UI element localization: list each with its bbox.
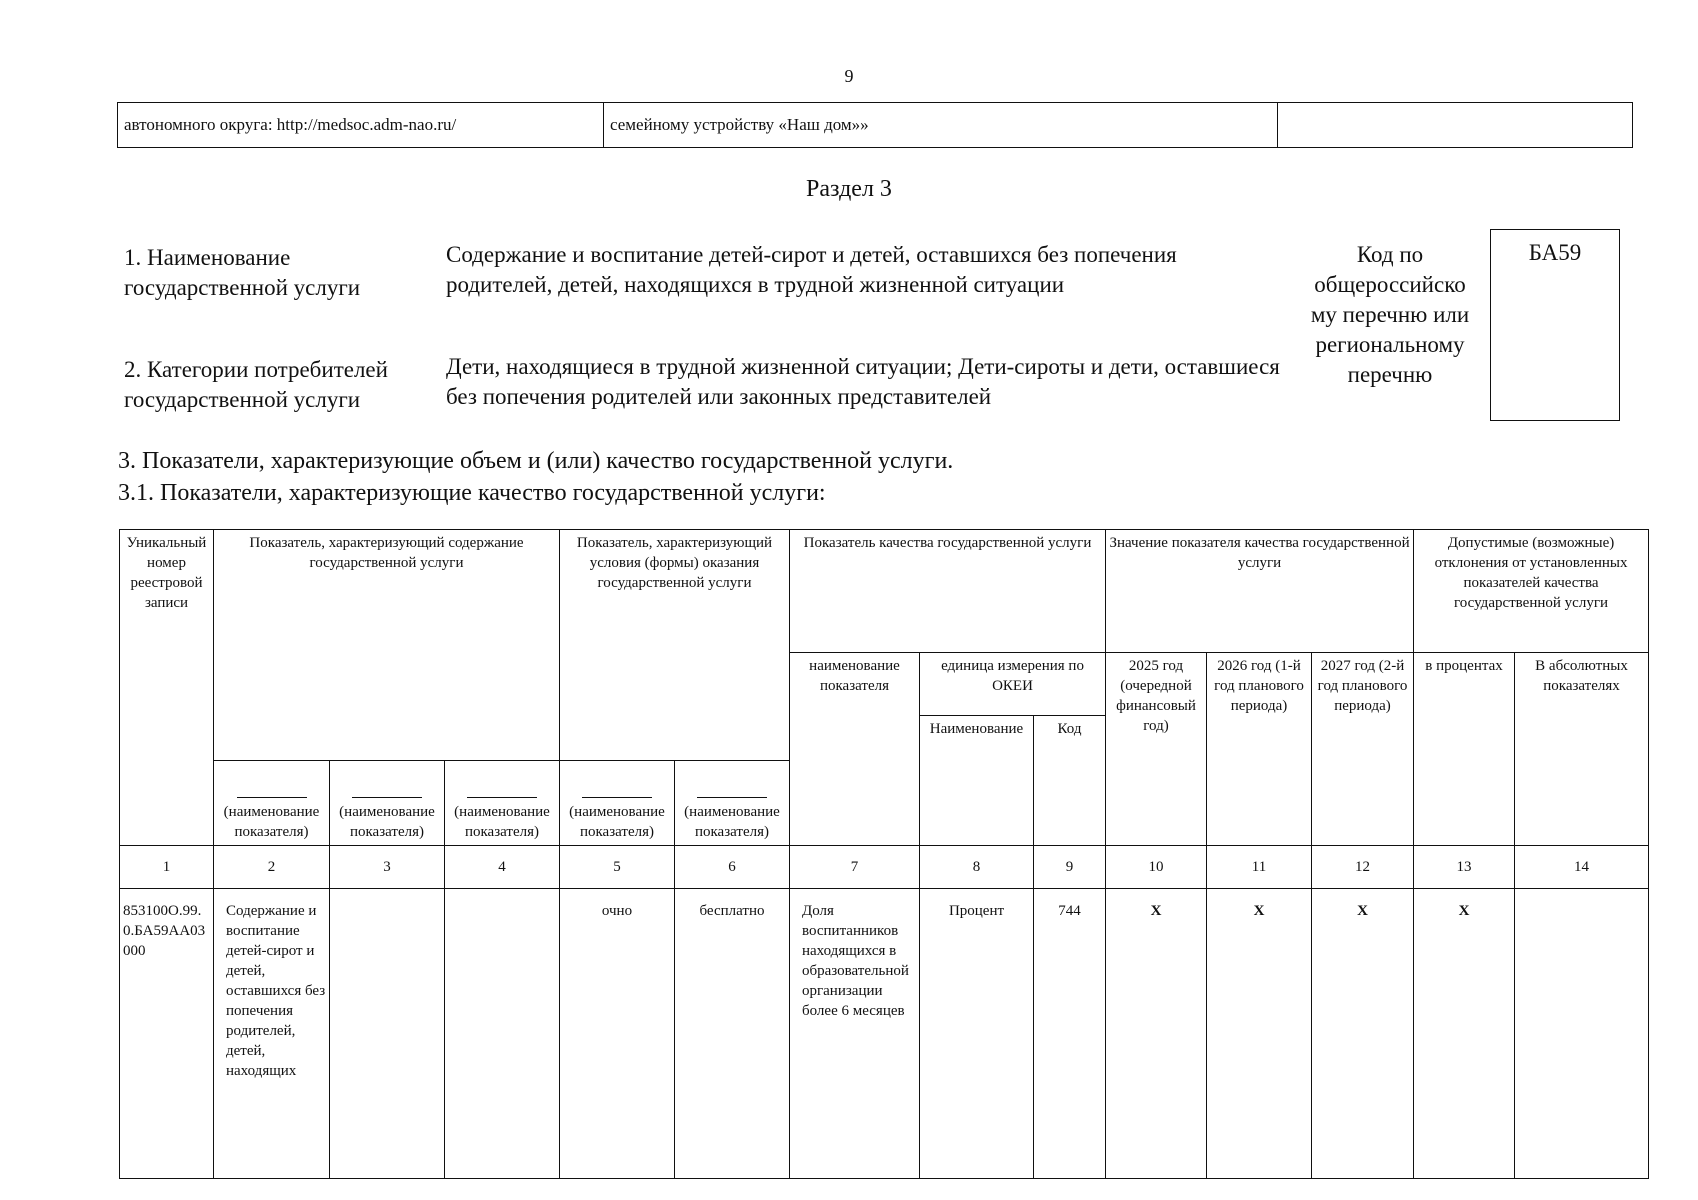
deviation-absolute — [1515, 889, 1649, 1179]
header-indicator-name: наименование показателя — [790, 653, 920, 846]
heading-3-1: 3.1. Показатели, характеризующие качество государственной услуги: — [118, 480, 826, 506]
column-number: 12 — [1312, 846, 1414, 889]
column-number: 9 — [1034, 846, 1106, 889]
content-indicator-2-value — [330, 889, 445, 1179]
column-number: 5 — [560, 846, 675, 889]
column-number: 10 — [1106, 846, 1207, 889]
consumer-category-label: 2. Категории потребителей государственной услуги — [124, 357, 388, 412]
header-year-2026: 2026 год (1-й год планового периода) — [1207, 653, 1312, 846]
condition-form-value: очно — [560, 889, 675, 1179]
value-2027: X — [1312, 889, 1414, 1179]
column-number: 3 — [330, 846, 445, 889]
column-number: 13 — [1414, 846, 1515, 889]
column-number: 2 — [214, 846, 330, 889]
header-year-2027: 2027 год (2-й год планового периода) — [1312, 653, 1414, 846]
content-indicator-value: Содержание и воспитание детей-сирот и детей, оставшихся без попечения родителей, детей, находящих — [214, 889, 330, 1179]
consumer-category-value: Дети, находящиеся в трудной жизненной ситуации; Дети-сироты и дети, оставшиеся без попечения родителей или законных представителей — [446, 354, 1280, 409]
header-year-2025: 2025 год (очередной финансовый год) — [1106, 653, 1207, 846]
unit-name-value: Процент — [920, 889, 1034, 1179]
unit-code-value: 744 — [1034, 889, 1106, 1179]
registry-code-box: БА59 — [1490, 229, 1620, 421]
header-okei-unit: единица измерения по ОКЕИ — [920, 653, 1106, 716]
condition-payment-value: бесплатно — [675, 889, 790, 1179]
continuation-cell-1: автономного округа: http://medsoc.adm-nao.ru/ — [118, 103, 604, 148]
column-number: 1 — [120, 846, 214, 889]
header-conditions-indicator: Показатель, характеризующий условия (формы) оказания государственной услуги — [560, 530, 790, 761]
header-deviation: Допустимые (возможные) отклонения от установленных показателей качества государственной услуги — [1414, 530, 1649, 653]
column-number: 6 — [675, 846, 790, 889]
header-unit-name: Наименование — [920, 716, 1034, 846]
column-number: 4 — [445, 846, 560, 889]
column-number: 11 — [1207, 846, 1312, 889]
subheader-condition-2: (наименование показателя) — [675, 761, 790, 846]
value-2025: X — [1106, 889, 1207, 1179]
header-unit-code: Код — [1034, 716, 1106, 846]
value-2026: X — [1207, 889, 1312, 1179]
header-quality-indicator: Показатель качества государственной услуги — [790, 530, 1106, 653]
subheader-condition-1: (наименование показателя) — [560, 761, 675, 846]
registry-code-label: Код по общероссийско му перечню или региональному перечню — [1310, 242, 1470, 387]
column-number: 7 — [790, 846, 920, 889]
subheader-content-2: (наименование показателя) — [330, 761, 445, 846]
subheader-content-1: (наименование показателя) — [214, 761, 330, 846]
quality-indicator-name: Доля воспитанников находящихся в образовательной организации более 6 месяцев — [790, 889, 920, 1179]
header-percent: в процентах — [1414, 653, 1515, 846]
service-name-value: Содержание и воспитание детей-сирот и детей, оставшихся без попечения родителей, детей, находящихся в трудной жизненной ситуации — [446, 242, 1177, 297]
header-absolute: В абсолютных показателях — [1515, 653, 1649, 846]
continuation-cell-3 — [1278, 103, 1633, 148]
page-number: 9 — [844, 66, 854, 86]
quality-indicators-table — [119, 529, 1649, 1179]
registry-record-number: 853100О.99.0.БА59АА03000 — [120, 889, 214, 1179]
header-indicator-value: Значение показателя качества государственной услуги — [1106, 530, 1414, 653]
header-unique-number: Уникальный номер реестровой записи — [120, 530, 214, 846]
column-number: 8 — [920, 846, 1034, 889]
header-content-indicator: Показатель, характеризующий содержание государственной услуги — [214, 530, 560, 761]
deviation-percent: X — [1414, 889, 1515, 1179]
service-name-label: 1. Наименование государственной услуги — [124, 245, 361, 300]
column-number: 14 — [1515, 846, 1649, 889]
section-title: Раздел 3 — [806, 176, 892, 202]
heading-3: 3. Показатели, характеризующие объем и (или) качество государственной услуги. — [118, 448, 954, 474]
subheader-content-3: (наименование показателя) — [445, 761, 560, 846]
continuation-table — [117, 102, 1633, 148]
content-indicator-3-value — [445, 889, 560, 1179]
continuation-cell-2: семейному устройству «Наш дом»» — [604, 103, 1278, 148]
